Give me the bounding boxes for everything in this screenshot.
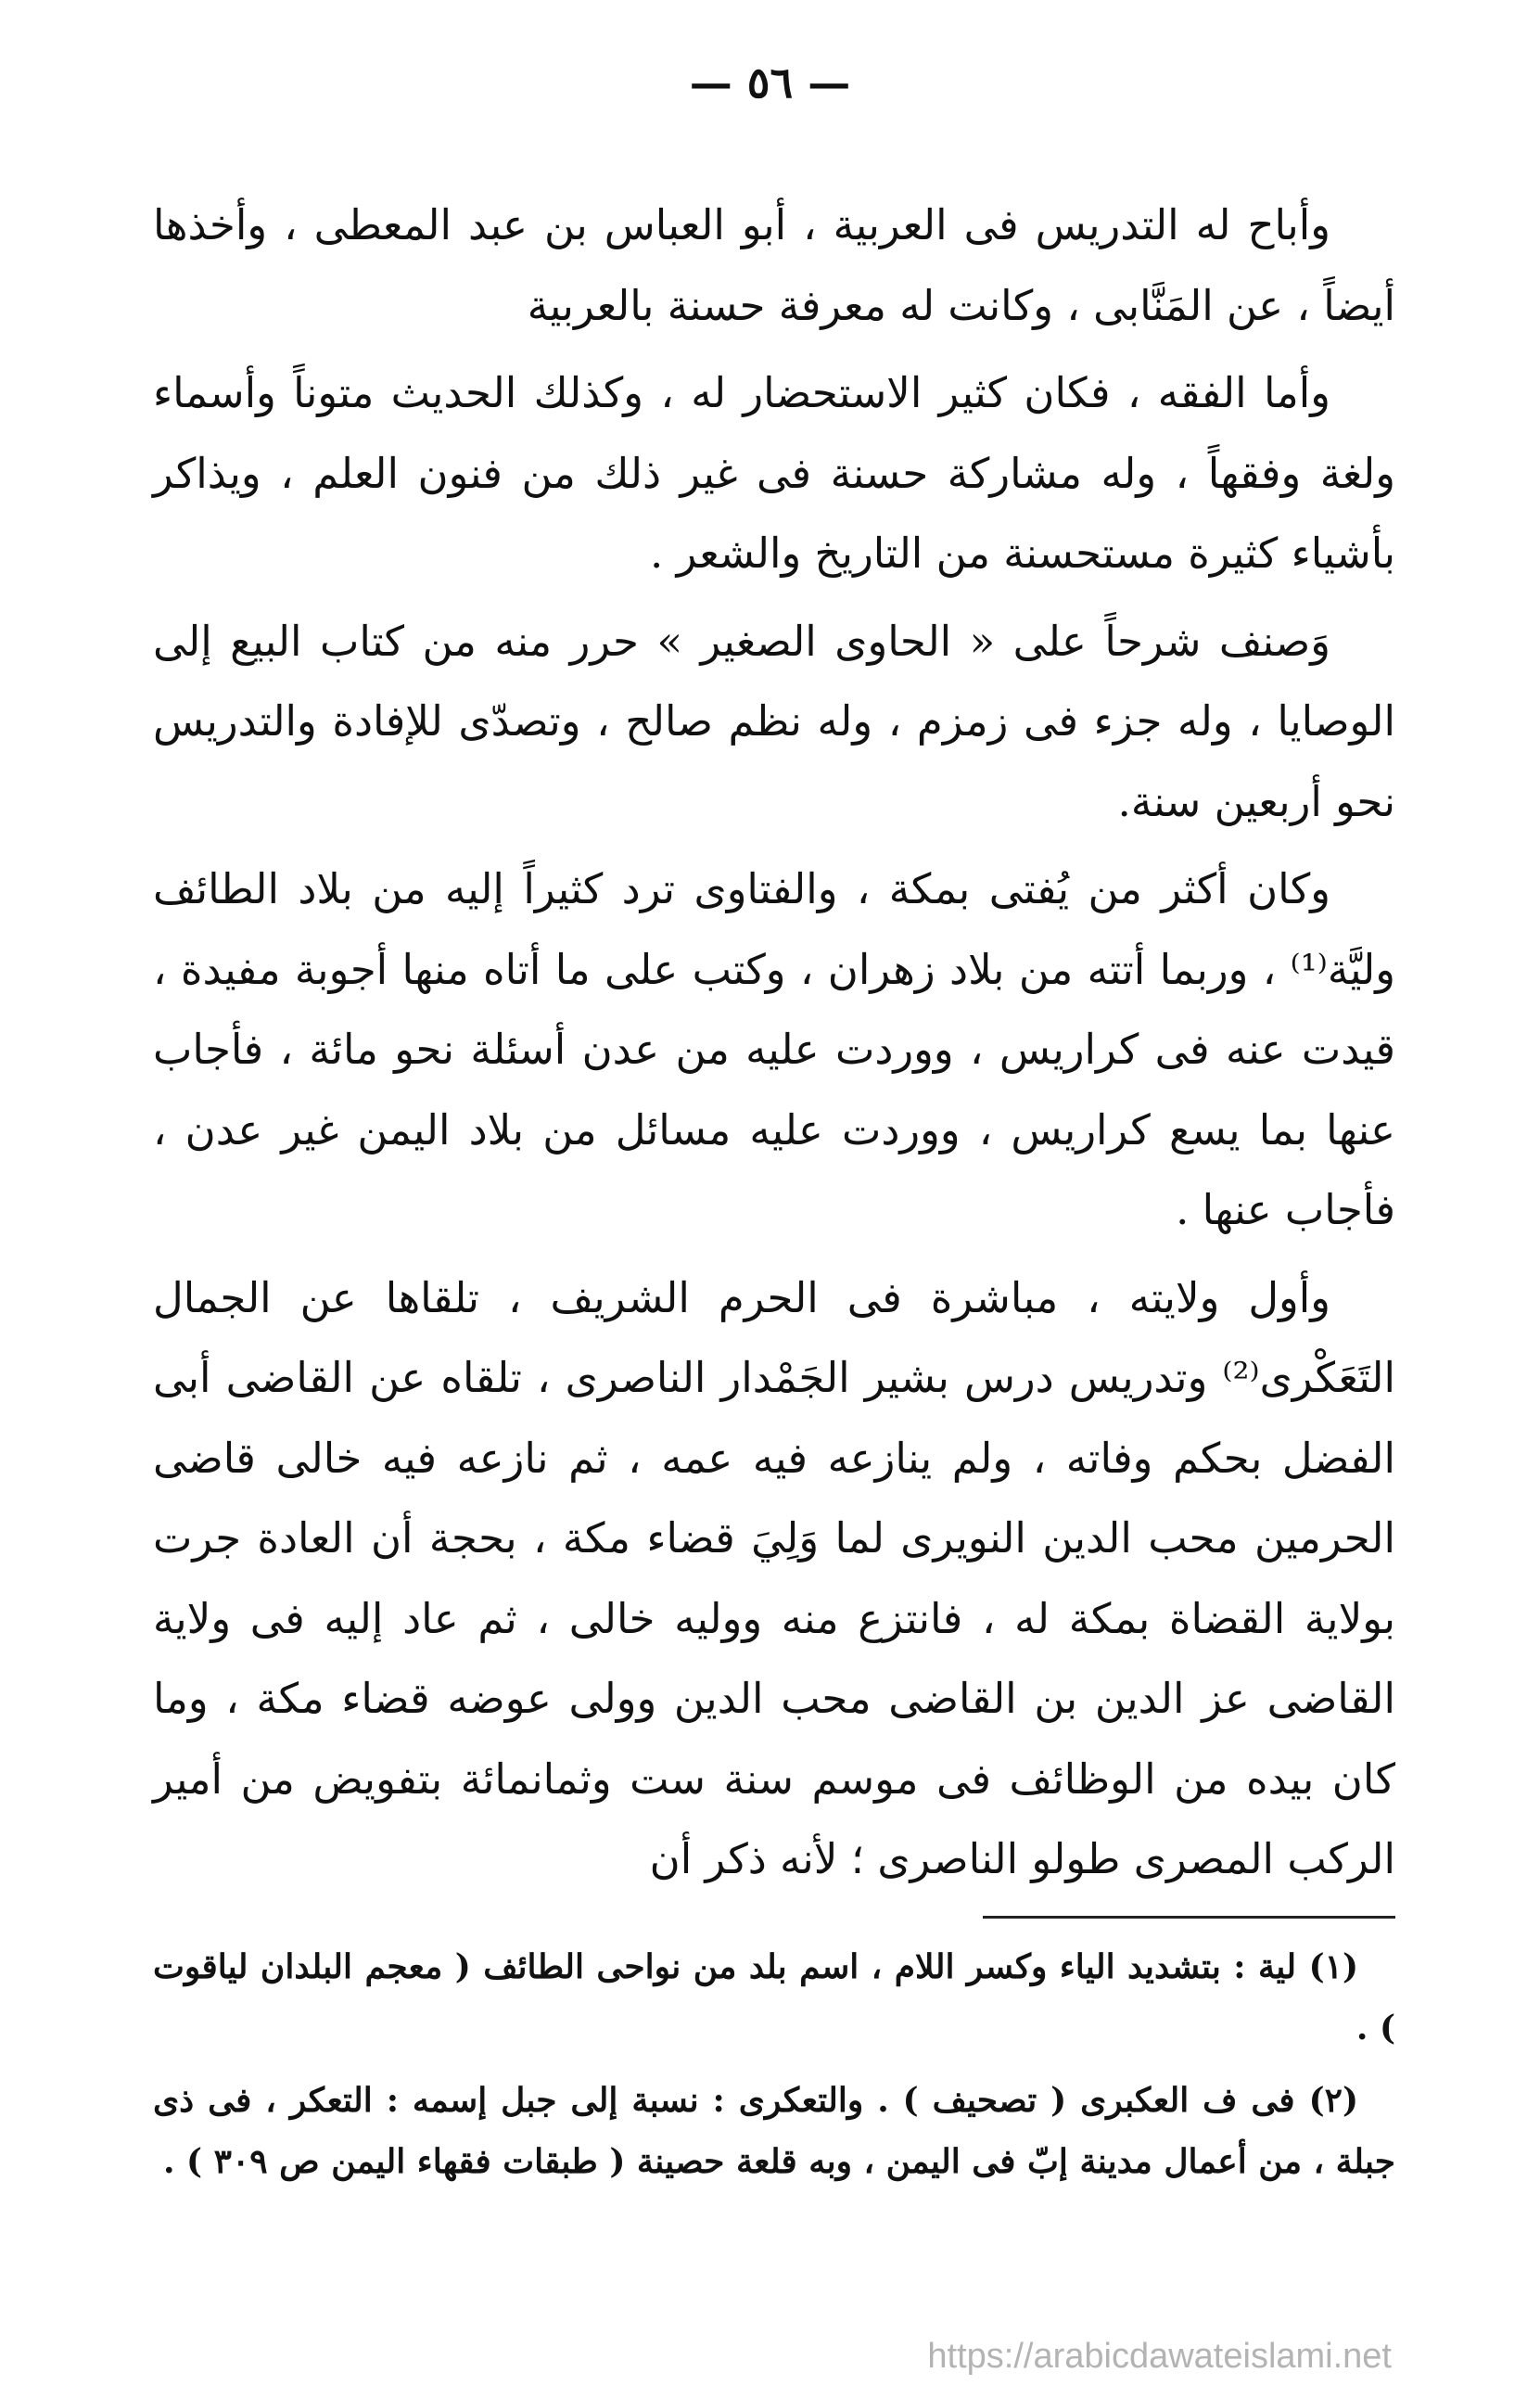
paragraph-fiqh: وأما الفقه ، فكان كثير الاستحضار له ، وكذلك الحديث متوناً وأسماء ولغة وفقهاً ، وله مشاركة حسنة فى غير ذلك من فنون العلم ، ويذاكر بأشياء كثيرة مستحسنة من التاريخ والشعر .	[153, 368, 1395, 578]
footnote-divider	[983, 1916, 1395, 1919]
watermark-url: https://arabicdawateislami.net	[927, 2337, 1392, 2376]
footnote-2: (٢) فى ف العكبرى ( تصحيف ) . والتعكرى : نسبة إلى جبل إسمه : التعكر ، فى ذى جبلة ، من أعمال مدينة إبّ فى اليمن ، وبه قلعة حصينة ( طبقات فقهاء اليمن ص ٣٠٩ ) .	[153, 2081, 1395, 2181]
footnotes	[153, 1936, 1395, 2203]
paragraph-appointments: وأول ولايته ، مباشرة فى الحرم الشريف ، تلقاها عن الجمال التَعَكْرى⁽²⁾ وتدريس درس بشير الجَمْدار الناصرى ، تلقاه عن القاضى أبى الفضل بحكم وفاته ، ولم ينازعه فيه عمه ، ثم نازعه فيه خالى قاضى الحرمين محب الدين النويرى لما وَلِيَ قضاء مكة ، بحجة أن العادة جرت بولاية القضاة بمكة له ، فانتزع منه ووليه خالى ، ثم عاد إليه فى ولاية القاضى عز الدين بن القاضى محب الدين وولى عوضه قضاء مكة ، وما كان بيده من الوظائف فى موسم سنة ست وثمانمائة بتفويض من أمير الركب المصرى طولو الناصرى ؛ لأنه ذكر أن	[153, 1272, 1395, 1883]
paragraph-arabic-instruction: وأباح له التدريس فى العربية ، أبو العباس بن عبد المعطى ، وأخذها أيضاً ، عن المَنَّابى ، وكانت له معرفة حسنة بالعربية	[153, 200, 1395, 330]
paragraph-fatwas: وكان أكثر من يُفتى بمكة ، والفتاوى ترد كثيراً إليه من بلاد الطائف وليَّة⁽¹⁾ ، وربما أتته من بلاد زهران ، وكتب على ما أتاه منها أجوبة مفيدة ، قيدت عنه فى كراريس ، ووردت عليه من عدن أسئلة نحو مائة ، فأجاب عنها بما يسع كراريس ، ووردت عليه مسائل من بلاد اليمن غير عدن ، فأجاب عنها .	[153, 864, 1395, 1234]
main-text	[153, 185, 1395, 1907]
paragraph-writings: وَصنف شرحاً على « الحاوى الصغير » حرر منه من كتاب البيع إلى الوصايا ، وله جزء فى زمزم ، وله نظم صالح ، وتصدّى للإفادة والتدريس نحو أربعين سنة.	[153, 616, 1395, 826]
footnote-1: (١) لية : بتشديد الياء وكسر اللام ، اسم بلد من نواحى الطائف ( معجم البلدان لياقوت ) .	[153, 1947, 1395, 2047]
page-number: — ٥٦ —	[689, 57, 851, 108]
